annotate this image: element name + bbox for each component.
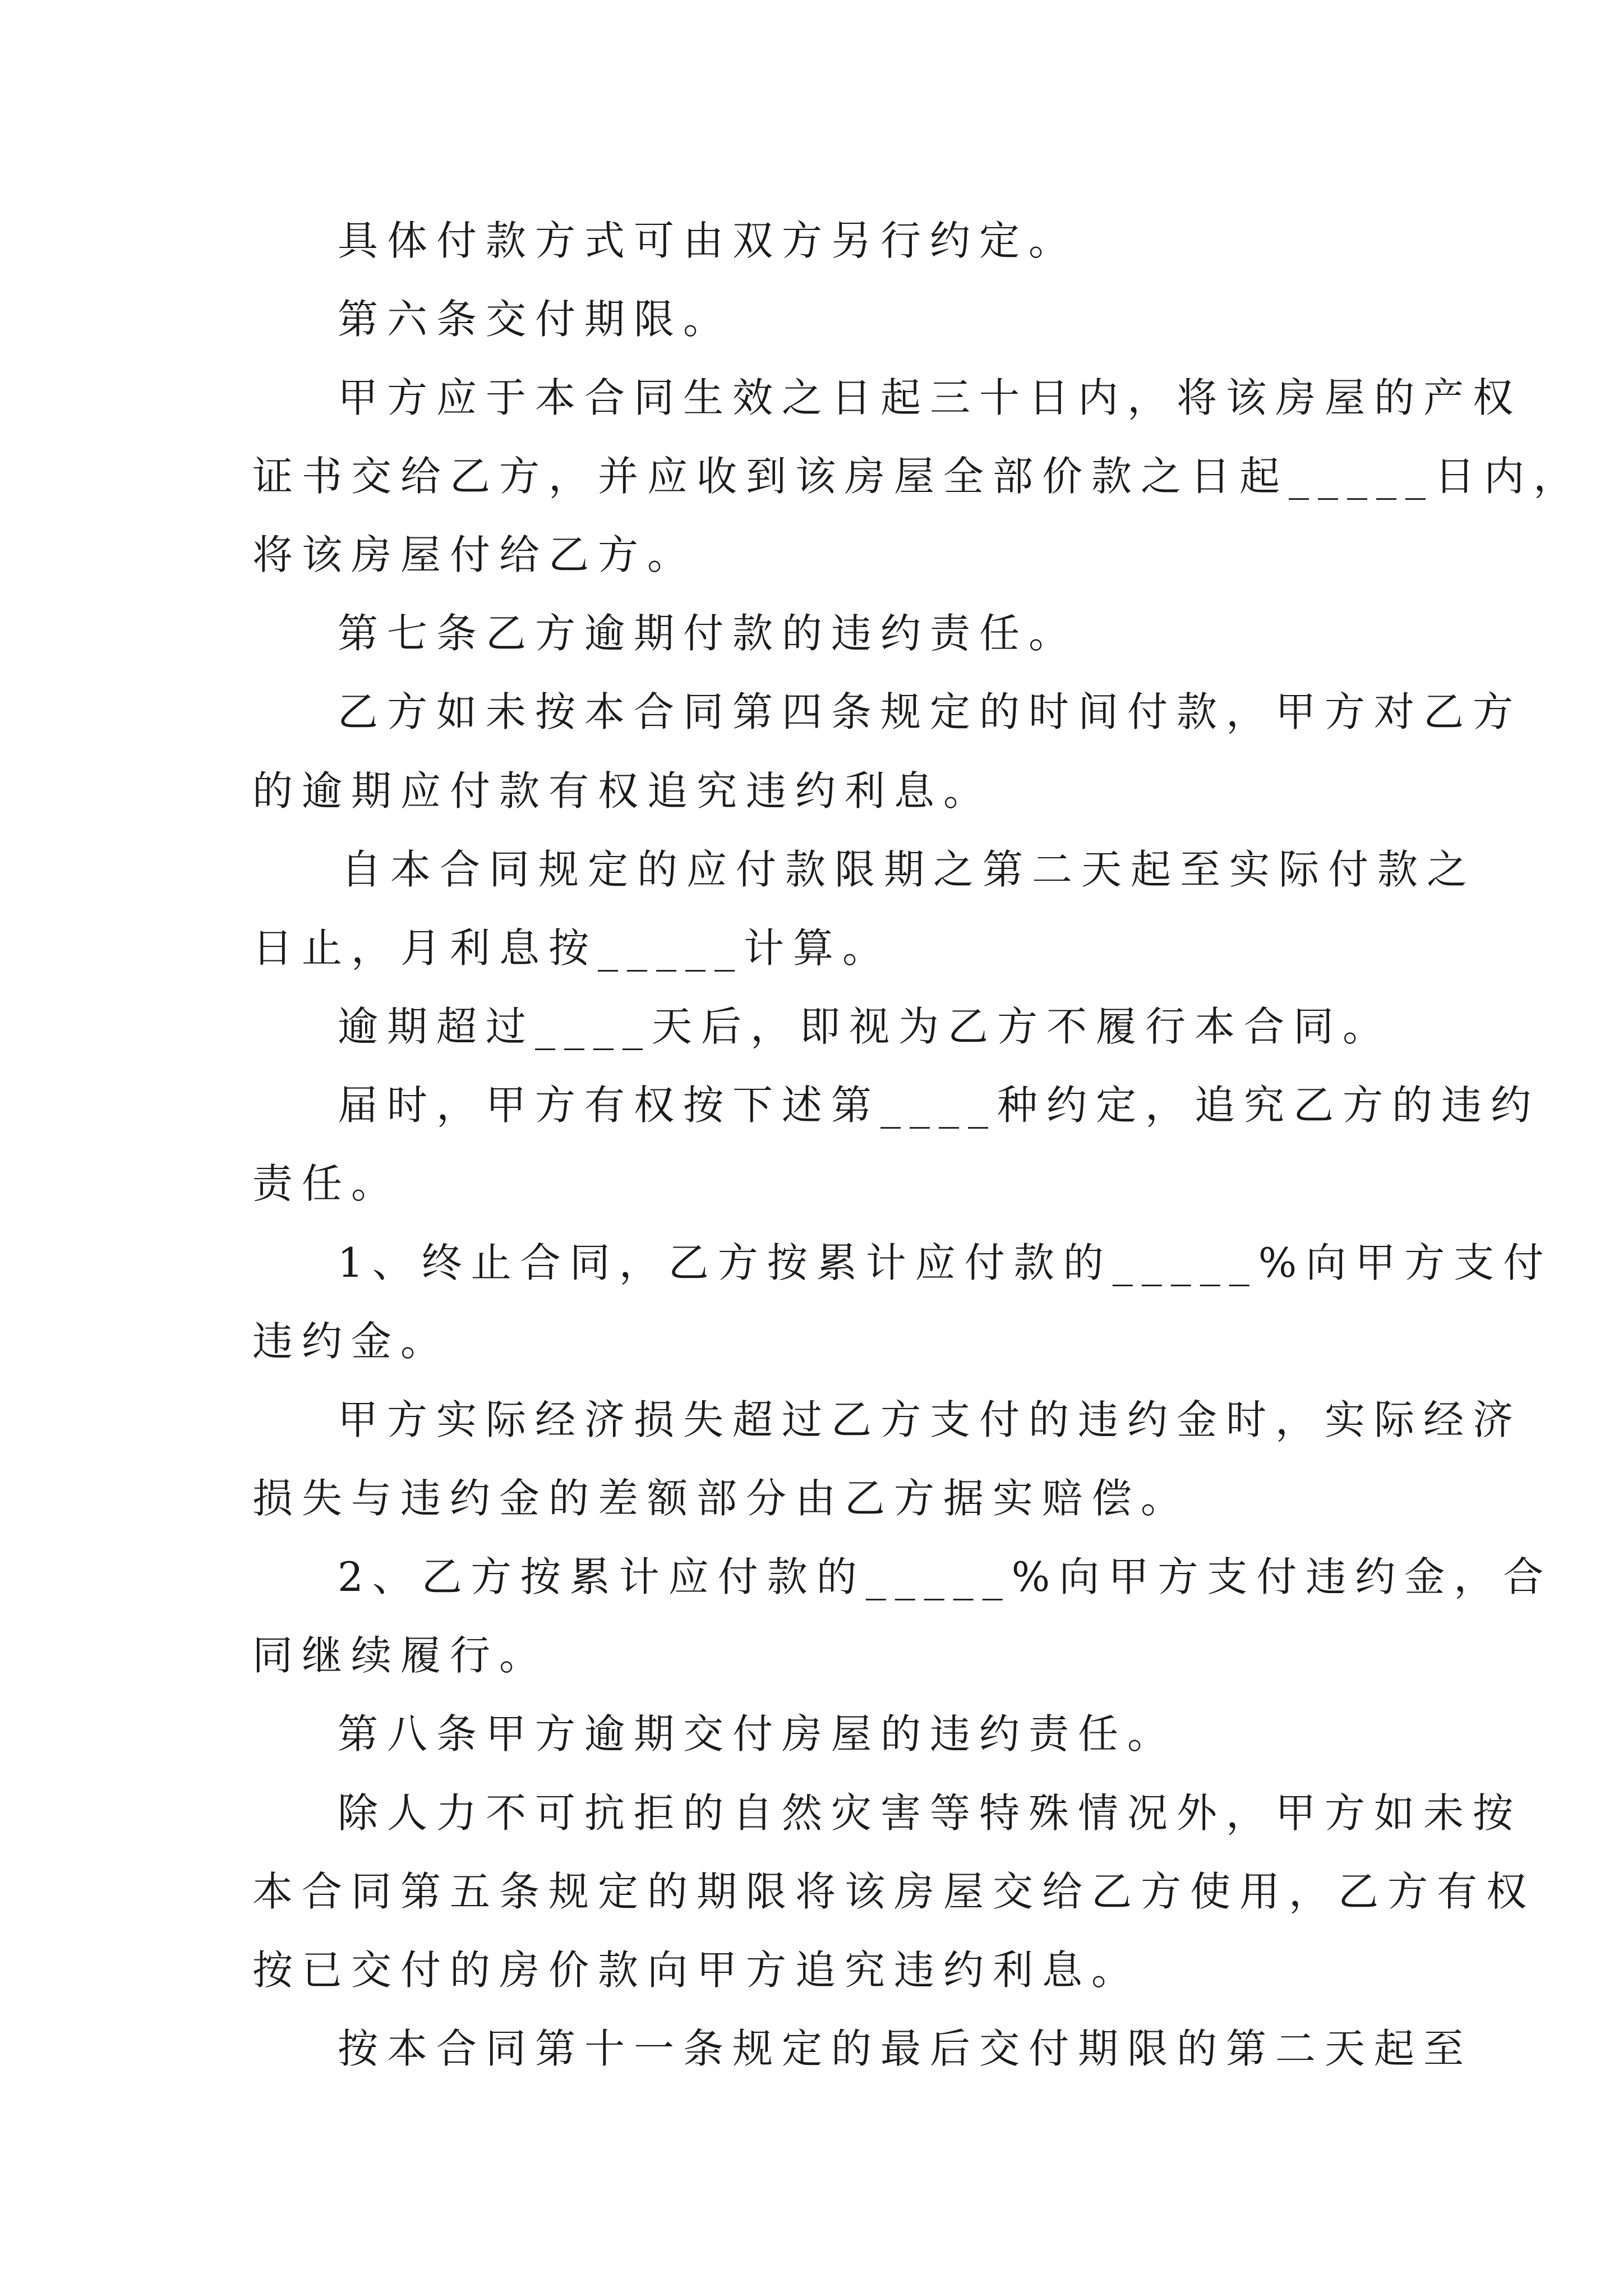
- text-line: 1、终止合同，乙方按累计应付款的_____%向甲方支付: [338, 1239, 1553, 1286]
- text-line: 自本合同规定的应付款限期之第二天起至实际付款之: [341, 846, 1477, 893]
- text-line: 除人力不可抗拒的自然灾害等特殊情况外，甲方如未按: [338, 1789, 1523, 1837]
- text-line: 损失与违约金的差额部分由乙方据实赔偿。: [252, 1475, 1191, 1522]
- text-line: 第七条乙方逾期付款的违约责任。: [338, 610, 1078, 657]
- text-line: 将该房屋付给乙方。: [252, 531, 697, 578]
- text-line: 甲方实际经济损失超过乙方支付的违约金时，实际经济: [338, 1396, 1523, 1443]
- text-line: 甲方应于本合同生效之日起三十日内，将该房屋的产权: [338, 374, 1523, 421]
- text-line: 同继续履行。: [252, 1632, 549, 1679]
- text-line: 的逾期应付款有权追究违约利息。: [252, 767, 993, 815]
- text-line: 逾期超过____天后，即视为乙方不履行本合同。: [338, 1003, 1393, 1050]
- text-line: 本合同第五条规定的期限将该房屋交给乙方使用，乙方有权: [252, 1868, 1536, 1915]
- text-line: 第八条甲方逾期交付房屋的违约责任。: [338, 1710, 1177, 1757]
- text-line: 日止，月利息按_____计算。: [252, 924, 892, 972]
- text-line: 违约金。: [252, 1318, 450, 1365]
- text-line: 具体付款方式可由双方另行约定。: [338, 217, 1078, 264]
- text-line: 证书交给乙方，并应收到该房屋全部价款之日起_____日内，: [252, 453, 1583, 500]
- text-line: 按已交付的房价款向甲方追究违约利息。: [252, 1947, 1141, 1994]
- text-line: 乙方如未按本合同第四条规定的时间付款，甲方对乙方: [338, 688, 1523, 735]
- text-line: 责任。: [252, 1160, 401, 1207]
- text-line: 2、乙方按累计应付款的_____%向甲方支付违约金，合: [338, 1553, 1553, 1600]
- text-line: 按本合同第十一条规定的最后交付期限的第二天起至: [338, 2025, 1473, 2072]
- text-line: 届时，甲方有权按下述第____种约定，追究乙方的违约: [338, 1082, 1541, 1129]
- text-line: 第六条交付期限。: [338, 296, 733, 343]
